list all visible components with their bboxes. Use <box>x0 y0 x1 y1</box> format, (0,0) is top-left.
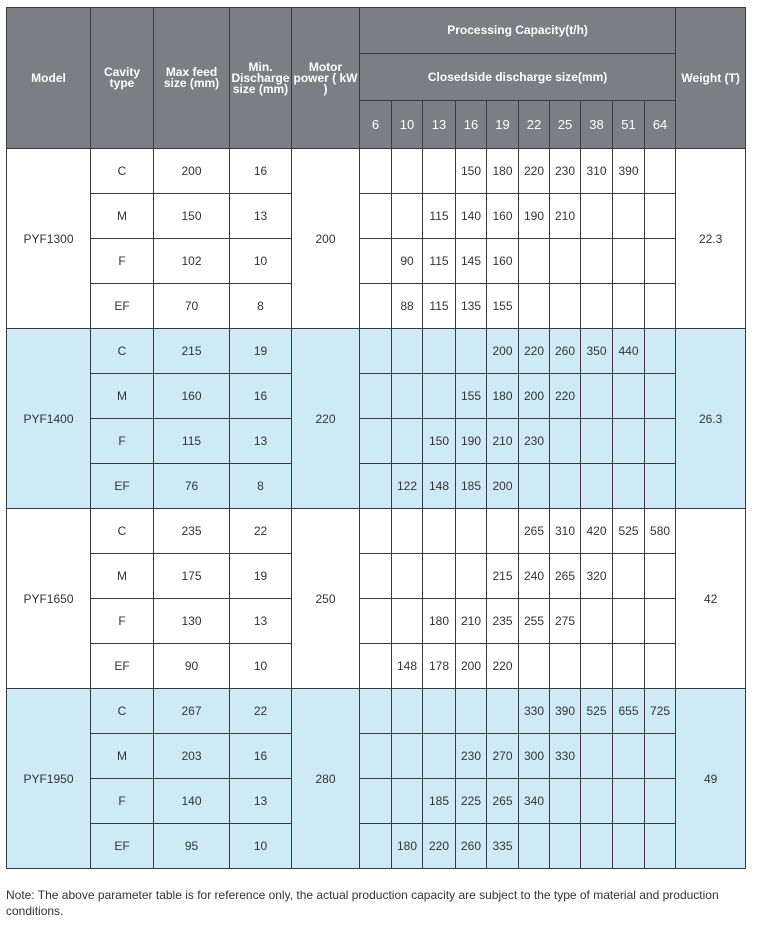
cavity-cell: F <box>91 599 154 644</box>
capacity-cell <box>456 509 487 554</box>
capacity-cell <box>581 374 613 419</box>
cavity-cell: M <box>91 194 154 239</box>
capacity-cell: 200 <box>487 464 519 509</box>
capacity-cell: 148 <box>392 644 423 689</box>
capacity-cell <box>392 194 423 239</box>
size-header-cell: 38 <box>581 101 613 149</box>
capacity-cell <box>645 149 676 194</box>
capacity-cell <box>360 419 392 464</box>
capacity-cell: 335 <box>487 824 519 869</box>
max-feed-cell: 130 <box>154 599 230 644</box>
capacity-cell: 180 <box>487 374 519 419</box>
min-discharge-cell: 10 <box>230 824 292 869</box>
capacity-cell <box>519 239 550 284</box>
capacity-cell: 150 <box>423 419 456 464</box>
capacity-cell <box>423 689 456 734</box>
min-discharge-cell: 8 <box>230 464 292 509</box>
header-max-feed: Max feed size (mm) <box>154 8 230 149</box>
capacity-cell <box>645 599 676 644</box>
capacity-cell <box>392 149 423 194</box>
size-header-cell: 22 <box>519 101 550 149</box>
capacity-cell: 190 <box>456 419 487 464</box>
capacity-cell <box>645 239 676 284</box>
capacity-cell <box>550 779 581 824</box>
min-discharge-cell: 10 <box>230 644 292 689</box>
max-feed-cell: 235 <box>154 509 230 554</box>
capacity-cell <box>360 644 392 689</box>
size-header-cell: 16 <box>456 101 487 149</box>
cavity-cell: C <box>91 689 154 734</box>
capacity-cell <box>613 824 645 869</box>
size-header-cell: 51 <box>613 101 645 149</box>
model-cell: PYF1650 <box>7 509 91 689</box>
capacity-cell <box>550 824 581 869</box>
weight-cell: 42 <box>676 509 746 689</box>
max-feed-cell: 200 <box>154 149 230 194</box>
max-feed-cell: 90 <box>154 644 230 689</box>
capacity-cell: 115 <box>423 284 456 329</box>
capacity-cell: 155 <box>487 284 519 329</box>
capacity-cell: 525 <box>613 509 645 554</box>
capacity-cell <box>360 734 392 779</box>
size-header-cell: 13 <box>423 101 456 149</box>
capacity-cell: 190 <box>519 194 550 239</box>
capacity-cell <box>519 464 550 509</box>
capacity-cell: 655 <box>613 689 645 734</box>
capacity-cell <box>487 689 519 734</box>
capacity-cell <box>613 284 645 329</box>
capacity-cell <box>456 329 487 374</box>
capacity-cell: 525 <box>581 689 613 734</box>
capacity-cell: 88 <box>392 284 423 329</box>
capacity-cell: 180 <box>423 599 456 644</box>
motor-power-cell: 250 <box>292 509 360 689</box>
capacity-cell <box>519 644 550 689</box>
capacity-cell: 225 <box>456 779 487 824</box>
min-discharge-cell: 13 <box>230 599 292 644</box>
capacity-cell <box>550 239 581 284</box>
capacity-cell: 90 <box>392 239 423 284</box>
capacity-cell: 440 <box>613 329 645 374</box>
capacity-cell: 390 <box>550 689 581 734</box>
min-discharge-cell: 16 <box>230 734 292 779</box>
size-header-cell: 25 <box>550 101 581 149</box>
capacity-cell <box>360 284 392 329</box>
capacity-cell <box>423 509 456 554</box>
capacity-cell: 210 <box>456 599 487 644</box>
cavity-cell: EF <box>91 824 154 869</box>
capacity-cell <box>392 509 423 554</box>
min-discharge-cell: 22 <box>230 509 292 554</box>
max-feed-cell: 150 <box>154 194 230 239</box>
capacity-cell <box>392 734 423 779</box>
header-closedside: Closedside discharge size(mm) <box>360 54 676 101</box>
capacity-cell: 330 <box>550 734 581 779</box>
table-row <box>7 329 746 374</box>
table-row <box>7 509 746 554</box>
size-header-cell: 6 <box>360 101 392 149</box>
capacity-cell: 200 <box>456 644 487 689</box>
capacity-cell <box>645 329 676 374</box>
capacity-cell <box>613 644 645 689</box>
capacity-cell: 148 <box>423 464 456 509</box>
capacity-cell <box>645 824 676 869</box>
cavity-cell: M <box>91 374 154 419</box>
weight-cell: 49 <box>676 689 746 869</box>
motor-power-cell: 280 <box>292 689 360 869</box>
capacity-cell: 200 <box>519 374 550 419</box>
capacity-cell: 235 <box>487 599 519 644</box>
capacity-cell: 580 <box>645 509 676 554</box>
capacity-cell <box>581 734 613 779</box>
min-discharge-cell: 8 <box>230 284 292 329</box>
table-row <box>7 419 746 464</box>
motor-power-cell: 200 <box>292 149 360 329</box>
capacity-cell <box>645 734 676 779</box>
max-feed-cell: 76 <box>154 464 230 509</box>
cavity-cell: C <box>91 329 154 374</box>
model-cell: PYF1300 <box>7 149 91 329</box>
capacity-cell <box>581 779 613 824</box>
capacity-cell: 115 <box>423 194 456 239</box>
table-row <box>7 599 746 644</box>
min-discharge-cell: 16 <box>230 149 292 194</box>
capacity-cell: 255 <box>519 599 550 644</box>
capacity-cell <box>581 464 613 509</box>
weight-cell: 22.3 <box>676 149 746 329</box>
min-discharge-cell: 19 <box>230 329 292 374</box>
cavity-cell: F <box>91 239 154 284</box>
capacity-cell <box>550 644 581 689</box>
capacity-cell: 265 <box>487 779 519 824</box>
header-weight: Weight (T) <box>676 8 746 149</box>
capacity-cell: 270 <box>487 734 519 779</box>
max-feed-cell: 115 <box>154 419 230 464</box>
capacity-cell <box>645 374 676 419</box>
capacity-cell <box>360 374 392 419</box>
capacity-cell <box>423 329 456 374</box>
table-row <box>7 284 746 329</box>
capacity-cell: 210 <box>550 194 581 239</box>
size-header-cell: 64 <box>645 101 676 149</box>
min-discharge-cell: 13 <box>230 779 292 824</box>
capacity-cell <box>360 599 392 644</box>
table-row <box>7 464 746 509</box>
table-row <box>7 824 746 869</box>
max-feed-cell: 102 <box>154 239 230 284</box>
capacity-cell <box>360 464 392 509</box>
capacity-cell <box>645 554 676 599</box>
min-discharge-cell: 13 <box>230 194 292 239</box>
table-row <box>7 644 746 689</box>
model-cell: PYF1950 <box>7 689 91 869</box>
capacity-cell <box>360 554 392 599</box>
capacity-cell <box>613 374 645 419</box>
capacity-cell <box>423 149 456 194</box>
capacity-cell: 145 <box>456 239 487 284</box>
capacity-cell <box>360 329 392 374</box>
table-row <box>7 194 746 239</box>
capacity-cell <box>645 464 676 509</box>
capacity-cell: 310 <box>581 149 613 194</box>
header-cavity: Cavity type <box>91 8 154 149</box>
capacity-cell: 230 <box>456 734 487 779</box>
max-feed-cell: 175 <box>154 554 230 599</box>
capacity-cell <box>487 509 519 554</box>
capacity-cell <box>392 599 423 644</box>
capacity-cell <box>613 419 645 464</box>
table-row <box>7 239 746 284</box>
min-discharge-cell: 16 <box>230 374 292 419</box>
capacity-cell <box>645 644 676 689</box>
capacity-cell <box>392 689 423 734</box>
max-feed-cell: 140 <box>154 779 230 824</box>
size-header-cell: 19 <box>487 101 519 149</box>
capacity-cell: 330 <box>519 689 550 734</box>
size-header-cell: 10 <box>392 101 423 149</box>
capacity-cell: 160 <box>487 194 519 239</box>
capacity-cell <box>613 194 645 239</box>
cavity-cell: C <box>91 149 154 194</box>
capacity-cell: 220 <box>423 824 456 869</box>
capacity-cell: 215 <box>487 554 519 599</box>
capacity-cell: 320 <box>581 554 613 599</box>
capacity-cell <box>645 419 676 464</box>
cavity-cell: EF <box>91 644 154 689</box>
capacity-cell: 210 <box>487 419 519 464</box>
capacity-cell <box>456 689 487 734</box>
capacity-cell <box>423 374 456 419</box>
capacity-cell <box>613 734 645 779</box>
capacity-cell <box>360 779 392 824</box>
cavity-cell: F <box>91 779 154 824</box>
cavity-cell: EF <box>91 284 154 329</box>
table-row <box>7 734 746 779</box>
capacity-cell <box>360 689 392 734</box>
capacity-cell: 178 <box>423 644 456 689</box>
capacity-cell <box>613 779 645 824</box>
capacity-cell <box>581 419 613 464</box>
header-min-discharge: Min. Discharge size (mm) <box>230 8 292 149</box>
header-capacity: Processing Capacity(t/h) <box>360 8 676 54</box>
max-feed-cell: 215 <box>154 329 230 374</box>
capacity-cell: 122 <box>392 464 423 509</box>
footnote: Note: The above parameter table is for reference only, the actual production capacity are subject to the type of material and production conditions. <box>6 888 719 918</box>
capacity-cell: 155 <box>456 374 487 419</box>
capacity-cell: 420 <box>581 509 613 554</box>
capacity-cell: 220 <box>519 329 550 374</box>
capacity-cell: 185 <box>456 464 487 509</box>
model-cell: PYF1400 <box>7 329 91 509</box>
capacity-cell: 725 <box>645 689 676 734</box>
capacity-cell: 135 <box>456 284 487 329</box>
capacity-cell <box>613 554 645 599</box>
spec-table <box>6 7 746 869</box>
capacity-cell <box>360 149 392 194</box>
capacity-cell <box>550 419 581 464</box>
capacity-cell: 350 <box>581 329 613 374</box>
capacity-cell <box>581 239 613 284</box>
max-feed-cell: 95 <box>154 824 230 869</box>
capacity-cell <box>613 239 645 284</box>
table-row <box>7 149 746 194</box>
capacity-cell <box>613 599 645 644</box>
capacity-cell: 230 <box>519 419 550 464</box>
capacity-cell <box>581 824 613 869</box>
capacity-cell: 185 <box>423 779 456 824</box>
capacity-cell: 115 <box>423 239 456 284</box>
capacity-cell <box>645 194 676 239</box>
capacity-cell: 265 <box>550 554 581 599</box>
capacity-cell: 180 <box>392 824 423 869</box>
max-feed-cell: 70 <box>154 284 230 329</box>
capacity-cell <box>550 464 581 509</box>
capacity-cell <box>392 779 423 824</box>
capacity-cell <box>423 554 456 599</box>
capacity-cell <box>423 734 456 779</box>
cavity-cell: M <box>91 554 154 599</box>
capacity-cell <box>392 374 423 419</box>
cavity-cell: C <box>91 509 154 554</box>
table-body <box>7 149 746 869</box>
capacity-cell: 230 <box>550 149 581 194</box>
capacity-cell <box>645 284 676 329</box>
capacity-cell <box>581 644 613 689</box>
cavity-cell: F <box>91 419 154 464</box>
capacity-cell <box>519 824 550 869</box>
capacity-cell: 220 <box>519 149 550 194</box>
capacity-cell: 260 <box>456 824 487 869</box>
motor-power-cell: 220 <box>292 329 360 509</box>
capacity-cell: 265 <box>519 509 550 554</box>
min-discharge-cell: 19 <box>230 554 292 599</box>
capacity-cell: 260 <box>550 329 581 374</box>
cavity-cell: EF <box>91 464 154 509</box>
min-discharge-cell: 22 <box>230 689 292 734</box>
capacity-cell <box>360 194 392 239</box>
cavity-cell: M <box>91 734 154 779</box>
table-row <box>7 779 746 824</box>
capacity-cell: 340 <box>519 779 550 824</box>
capacity-cell: 240 <box>519 554 550 599</box>
capacity-cell: 160 <box>487 239 519 284</box>
capacity-cell <box>581 599 613 644</box>
capacity-cell <box>550 284 581 329</box>
capacity-cell <box>581 194 613 239</box>
capacity-cell: 220 <box>550 374 581 419</box>
header-model: Model <box>7 8 91 149</box>
min-discharge-cell: 13 <box>230 419 292 464</box>
capacity-cell: 150 <box>456 149 487 194</box>
table-row <box>7 689 746 734</box>
table-header <box>7 8 746 149</box>
capacity-cell <box>581 284 613 329</box>
capacity-cell <box>519 284 550 329</box>
table-row <box>7 374 746 419</box>
capacity-cell: 140 <box>456 194 487 239</box>
capacity-cell <box>360 509 392 554</box>
max-feed-cell: 267 <box>154 689 230 734</box>
capacity-cell <box>392 329 423 374</box>
capacity-cell <box>613 464 645 509</box>
capacity-cell: 220 <box>487 644 519 689</box>
capacity-cell <box>645 779 676 824</box>
capacity-cell: 310 <box>550 509 581 554</box>
capacity-cell: 390 <box>613 149 645 194</box>
max-feed-cell: 203 <box>154 734 230 779</box>
table-row <box>7 554 746 599</box>
weight-cell: 26.3 <box>676 329 746 509</box>
capacity-cell <box>360 239 392 284</box>
capacity-cell <box>392 554 423 599</box>
capacity-cell: 180 <box>487 149 519 194</box>
capacity-cell <box>456 554 487 599</box>
capacity-cell: 275 <box>550 599 581 644</box>
capacity-cell: 300 <box>519 734 550 779</box>
header-motor: Motor power ( kW ) <box>292 8 360 149</box>
capacity-cell <box>392 419 423 464</box>
min-discharge-cell: 10 <box>230 239 292 284</box>
capacity-cell <box>360 824 392 869</box>
capacity-cell: 200 <box>487 329 519 374</box>
max-feed-cell: 160 <box>154 374 230 419</box>
